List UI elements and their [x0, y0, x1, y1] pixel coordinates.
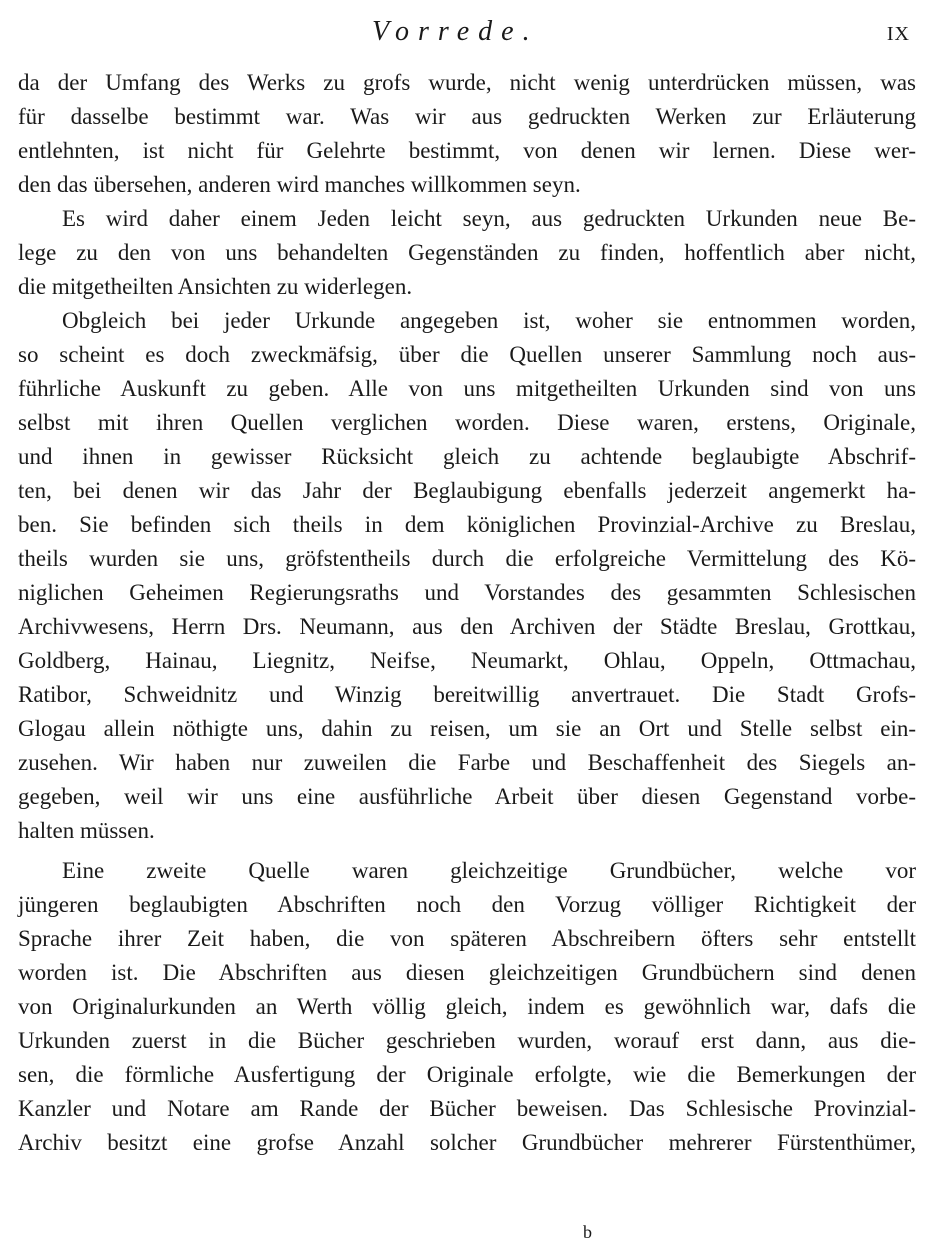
text-line: lege zu den von uns behandelten Gegenständen zu finden, hoffentlich aber nicht,: [18, 240, 916, 265]
text-line: so scheint es doch zweckmäfsig, über die Quellen unserer Sammlung noch aus-: [18, 342, 916, 367]
text-line: gegeben, weil wir uns eine ausführliche Arbeit über diesen Gegenstand vorbe-: [18, 784, 916, 809]
text-line: niglichen Geheimen Regierungsraths und Vorstandes des gesammten Schlesischen: [18, 580, 916, 605]
paragraph-start-line: Obgleich bei jeder Urkunde angegeben ist, woher sie entnommen worden,: [62, 308, 916, 333]
text-line: Sprache ihrer Zeit haben, die von späteren Abschreibern öfters sehr entstellt: [18, 926, 916, 951]
body-text: [18, 66, 916, 1160]
text-line: halten müssen.: [18, 818, 155, 843]
text-line: Ratibor, Schweidnitz und Winzig bereitwillig anvertrauet. Die Stadt Grofs-: [18, 682, 916, 707]
text-line: entlehnten, ist nicht für Gelehrte bestimmt, von denen wir lernen. Diese wer-: [18, 138, 916, 163]
paragraph-start-line: Eine zweite Quelle waren gleichzeitige Grundbücher, welche vor: [62, 858, 916, 883]
text-line: ben. Sie befinden sich theils in dem königlichen Provinzial-Archive zu Breslau,: [18, 512, 916, 537]
text-line: Kanzler und Notare am Rande der Bücher beweisen. Das Schlesische Provinzial-: [18, 1096, 916, 1121]
text-line: den das übersehen, anderen wird manches willkommen seyn.: [18, 172, 581, 197]
text-line: sen, die förmliche Ausfertigung der Originale erfolgte, wie die Bemerkungen der: [18, 1062, 916, 1087]
text-line: ten, bei denen wir das Jahr der Beglaubigung ebenfalls jederzeit angemerkt ha-: [18, 478, 916, 503]
text-line: Archiv besitzt eine grofse Anzahl solcher Grundbücher mehrerer Fürstenthümer,: [18, 1130, 916, 1155]
signature-mark: b: [583, 1222, 592, 1242]
page-header: [0, 14, 932, 54]
text-line: und ihnen in gewisser Rücksicht gleich zu achtende beglaubigte Abschrif-: [18, 444, 916, 469]
running-title: Vorrede.: [372, 16, 539, 47]
page-number: IX: [886, 23, 910, 45]
text-line: von Originalurkunden an Werth völlig gleich, indem es gewöhnlich war, dafs die: [18, 994, 916, 1019]
text-line: Archivwesens, Herrn Drs. Neumann, aus den Archiven der Städte Breslau, Grottkau,: [18, 614, 916, 639]
text-line: jüngeren beglaubigten Abschriften noch den Vorzug völliger Richtigkeit der: [18, 892, 916, 917]
text-line: Urkunden zuerst in die Bücher geschrieben wurden, worauf erst dann, aus die-: [18, 1028, 916, 1053]
text-line: für dasselbe bestimmt war. Was wir aus gedruckten Werken zur Erläuterung: [18, 104, 916, 129]
text-line: zusehen. Wir haben nur zuweilen die Farbe und Beschaffenheit des Siegels an-: [18, 750, 916, 775]
text-line: Glogau allein nöthigte uns, dahin zu reisen, um sie an Ort und Stelle selbst ein-: [18, 716, 916, 741]
text-line: selbst mit ihren Quellen verglichen worden. Diese waren, erstens, Originale,: [18, 410, 916, 435]
text-line: führliche Auskunft zu geben. Alle von uns mitgetheilten Urkunden sind von uns: [18, 376, 916, 401]
text-line: worden ist. Die Abschriften aus diesen gleichzeitigen Grundbüchern sind denen: [18, 960, 916, 985]
text-line: da der Umfang des Werks zu grofs wurde, nicht wenig unterdrücken müssen, was: [18, 70, 916, 95]
paragraph-start-line: Es wird daher einem Jeden leicht seyn, aus gedruckten Urkunden neue Be-: [62, 206, 916, 231]
text-line: die mitgetheilten Ansichten zu widerlegen.: [18, 274, 413, 299]
text-line: Goldberg, Hainau, Liegnitz, Neifse, Neumarkt, Ohlau, Oppeln, Ottmachau,: [18, 648, 916, 673]
text-line: theils wurden sie uns, gröfstentheils durch die erfolgreiche Vermittelung des Kö-: [18, 546, 916, 571]
